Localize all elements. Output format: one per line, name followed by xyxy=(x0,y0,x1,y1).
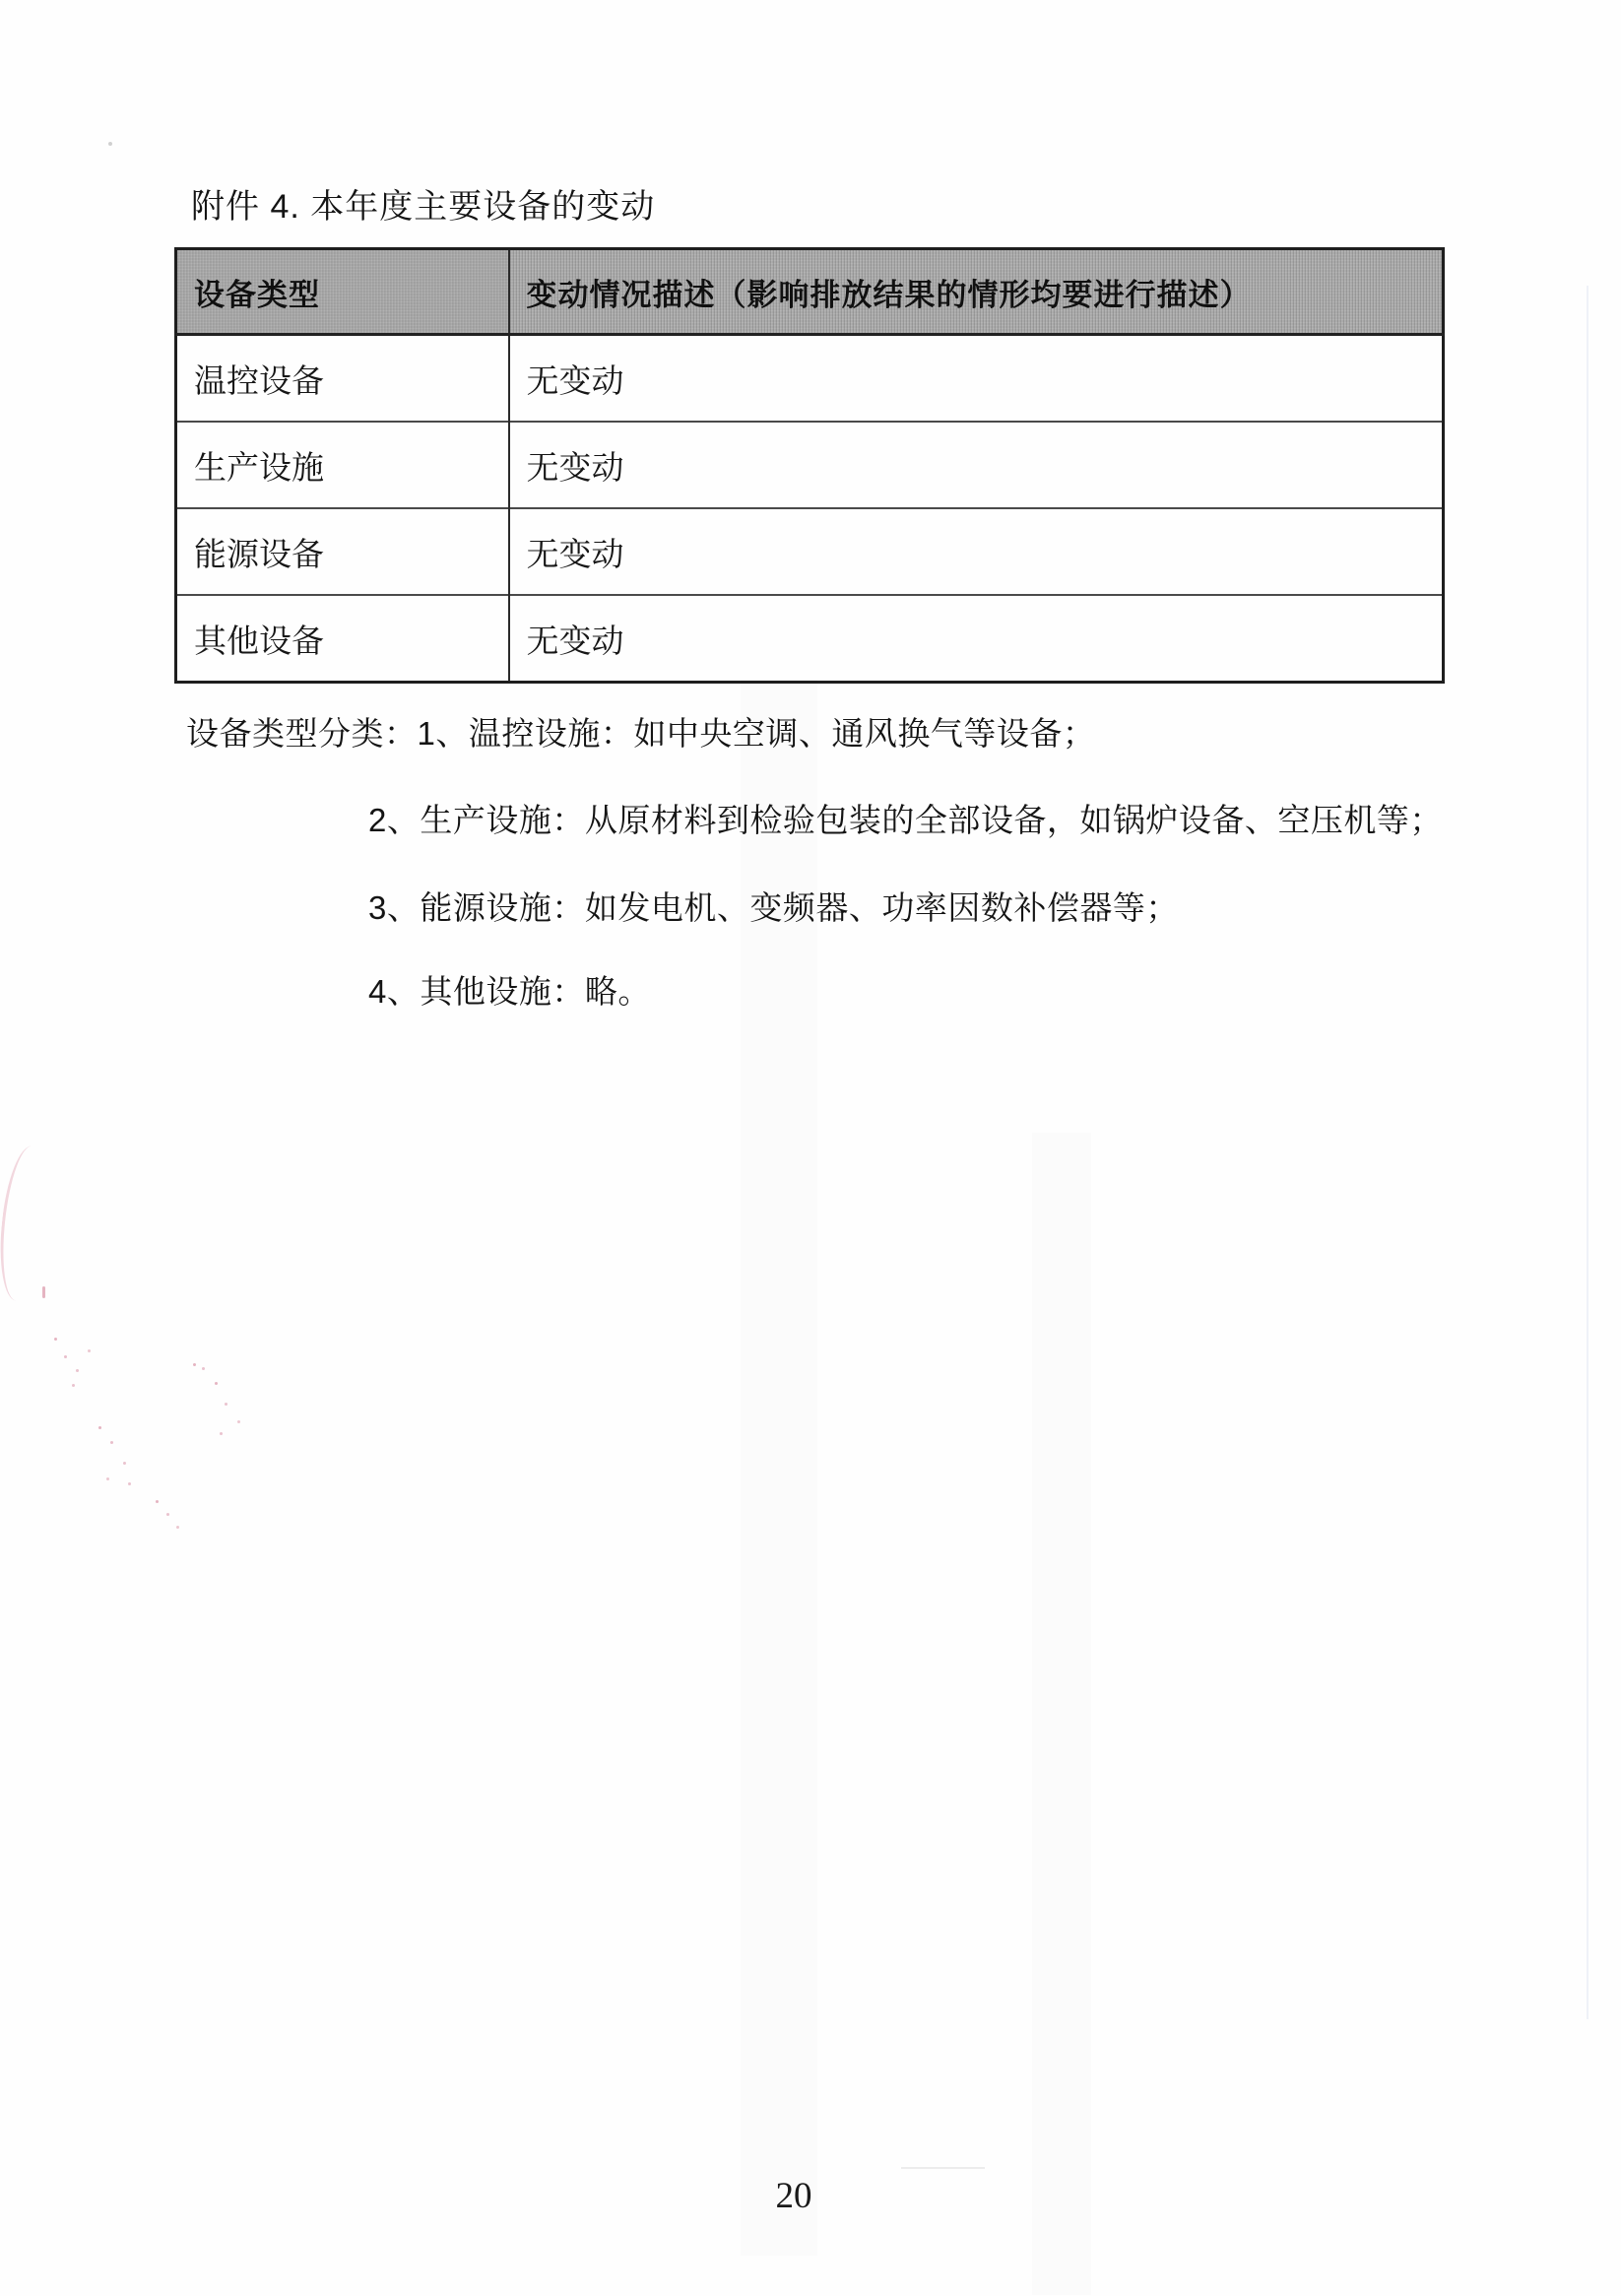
table-header-row xyxy=(176,249,1444,335)
table-row xyxy=(176,595,1444,683)
notes-line-1 xyxy=(186,708,1095,754)
page-title: 附件 4. 本年度主要设备的变动 xyxy=(191,188,656,226)
note-item-2: 2、生产设施：从原材料到检验包装的全部设备，如锅炉设备、空压机等； xyxy=(368,802,1443,838)
device-type-cell: 生产设施 xyxy=(176,422,509,508)
scan-artifact-speckles xyxy=(156,1500,159,1503)
change-description-cell: 无变动 xyxy=(509,595,1444,683)
note-item-1: 1、温控设施：如中央空调、通风换气等设备； xyxy=(417,715,1096,752)
change-description-cell: 无变动 xyxy=(509,335,1444,423)
table-row xyxy=(176,508,1444,595)
scan-artifact-speckles xyxy=(54,1338,57,1341)
header-change-description: 变动情况描述（影响排放结果的情形均要进行描述） xyxy=(509,249,1444,335)
table-row xyxy=(176,422,1444,508)
change-description-cell: 无变动 xyxy=(509,422,1444,508)
notes-label: 设备类型分类： xyxy=(186,715,418,752)
device-type-cell: 其他设备 xyxy=(176,595,509,683)
note-item-4: 4、其他设施：略。 xyxy=(368,973,651,1010)
page-number: 20 xyxy=(775,2176,812,2216)
note-item-3: 3、能源设施：如发电机、变频器、功率因数补偿器等； xyxy=(368,889,1179,926)
device-type-cell: 温控设备 xyxy=(194,361,324,399)
scan-artifact-speckles xyxy=(193,1363,196,1366)
scan-artifact-line xyxy=(901,2167,985,2169)
equipment-change-table xyxy=(174,247,1445,684)
scan-artifact-speckles xyxy=(42,1286,45,1298)
change-description-cell: 无变动 xyxy=(509,508,1444,595)
scan-artifact-speckles xyxy=(98,1426,101,1429)
scan-artifact-shading-band xyxy=(1032,1133,1091,2295)
scan-artifact-dot xyxy=(108,142,112,146)
device-type-cell: 能源设备 xyxy=(176,508,509,595)
header-device-type: 设备类型 xyxy=(176,249,509,335)
scan-artifact-vertical-line xyxy=(1587,286,1589,2019)
scan-artifact-speckles xyxy=(215,1382,218,1385)
table-row xyxy=(176,335,1444,423)
scan-artifact-pink-arc xyxy=(0,1144,54,1303)
